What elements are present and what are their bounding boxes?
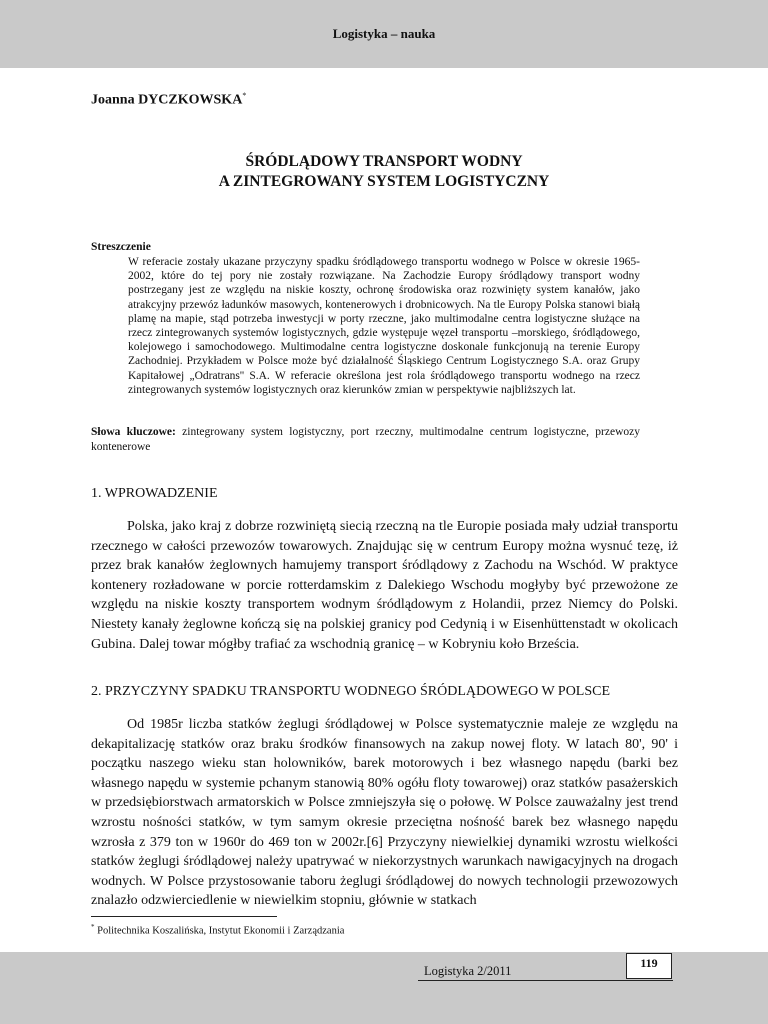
journal-section-title: Logistyka – nauka (332, 26, 436, 41)
section-paragraph: Od 1985r liczba statków żeglugi śródlądowej w Polsce systematycznie maleje ze względu na dekapitalizację statków oraz braku środków finansowych na zakup nowej floty. W latach 80', 90' i początku naszego wieku stan holowników, barek motorowych i bez własnego napędu (barki bez własnego napędu w systemie pchanym stanowią 80% ogółu floty towarowej) oraz statków pasażerskich w przedsiębiorstwach armatorskich w Polsce zmniejszyła się o połowę. W Polsce zauważalny jest trend wzrostu nośności statków, w tym samym okresie przeciętna nośność barek bez własnego napędu wzrosła z 379 ton w 1960r do 469 ton w 2002r.[6] Przyczyny niewielkiej dynamiki wzrostu wielkości statków żeglugi śródlądowej należy upatrywać w niekorzystnych warunkach nawigacyjnych na drogach wodnych. W Polsce przystosowanie taboru żeglugi śródlądowej do nowych technologii przewozowych znalazło odzwierciedlenie w niewielkim stopniu, głównie w statkach (91, 717, 678, 909)
keywords-text: zintegrowany system logistyczny, port rzeczny, multimodalne centrum logistyczne, przewozy kontenerowe (91, 426, 640, 453)
section-heading-2: 2. PRZYCZYNY SPADKU TRANSPORTU WODNEGO ŚRÓDLĄDOWEGO W POLSCE (91, 684, 611, 699)
author-name (91, 91, 246, 109)
keywords (91, 425, 640, 454)
section-body-1 (91, 517, 678, 654)
keywords-label: Słowa kluczowe: (91, 426, 176, 438)
footnote-text: Politechnika Koszalińska, Instytut Ekonomii i Zarządzania (94, 925, 345, 937)
abstract-text: W referacie zostały ukazane przyczyny spadku śródlądowego transportu wodnego w Polsce w okresie 1965-2002, które do tej pory nie zostały rozwiązane. Na Zachodzie Europy śródlądowy transport wodny postrzegany jest ze względu na niskie koszty, ochronę środowiska oraz rozwinięty system kanałów, jako atrakcyjny przewóz ładunków masowych, kontenerowych i drobnicowych. Na tle Europy Polska stanowi białą plamę na mapie, stąd potrzeba inwestycji w porty rzeczne, jako multimodalne centra logistyczne służące na rzecz zintegrowanych systemów logistycznych, gdzie występuje węzeł transportu –morskiego, śródlądowego, kolejowego i samochodowego. Multimodalne centra logistyczne doskonale funkcjonują na terenie Europy Zachodniej. Przykładem w Polsce może być działalność Śląskiego Centrum Logistycznego S.A. oraz Grupy Kapitałowej „Odratrans'' S.A. W referacie określona jest rola śródlądowego transportu wodnego na rzecz zintegrowanych systemów logistycznych oraz kierunków zmian w perspektywie najbliższych lat. (128, 256, 640, 396)
footer-journal-issue: Logistyka 2/2011 (424, 964, 512, 978)
paper-title-line-2: A ZINTEGROWANY SYSTEM LOGISTYCZNY (218, 173, 550, 190)
footer-divider (418, 980, 673, 981)
abstract-heading: Streszczenie (91, 241, 151, 253)
section-paragraph: Polska, jako kraj z dobrze rozwiniętą siecią rzeczną na tle Europie posiada mały udział transportu rzecznego w całości przewozów towarowych. Znajdując się w centrum Europy można wysnuć tezę, iż przez brak kanałów żeglownych hamujemy transport śródlądowy z Zachodu na Wschód. W praktyce kontenery rozładowane w porcie rotterdamskim z Dalekiego Wschodu mogłyby być przewożone ze względu na niskie koszty transportem wodnym śródlądowym z Holandii, przez Niemcy do Polski. Niestety kanały żeglowne kończą się na polskiej granicy pod Cedynią i w Eisenhüttenstadt w okolicach Gubina. Dalej towar mógłby trafiać za wschodnią granicę – w Kobryniu koło Brześcia. (91, 519, 678, 652)
section-body-2 (91, 715, 678, 911)
footnote-divider (91, 916, 277, 917)
page-header (0, 0, 768, 68)
footnote-marker: * (91, 923, 95, 931)
page-number: 119 (626, 953, 672, 979)
section-heading-1: 1. WPROWADZENIE (91, 486, 218, 501)
paper-title-line-1: ŚRÓDLĄDOWY TRANSPORT WODNY (245, 153, 523, 170)
paper-title (91, 152, 677, 192)
author-name-text: Joanna DYCZKOWSKA (91, 92, 243, 108)
footnote (91, 923, 344, 937)
author-footnote-marker: * (242, 91, 247, 100)
